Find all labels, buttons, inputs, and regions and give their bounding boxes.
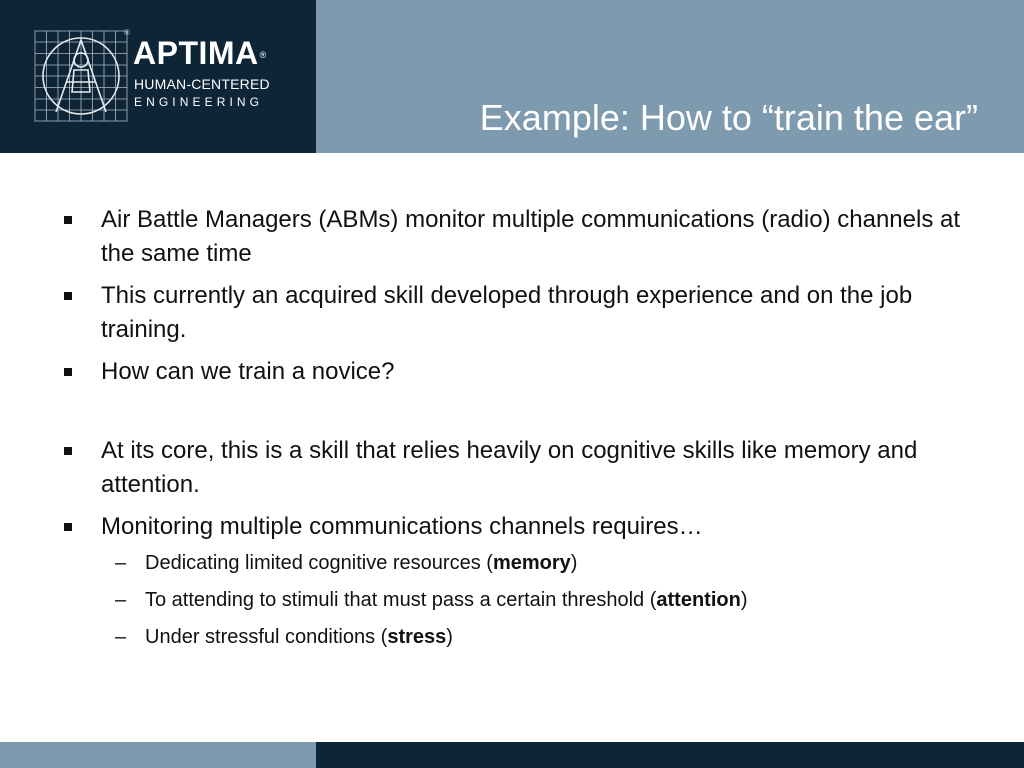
footer-bar-right [316, 742, 1024, 768]
brand-wordmark: APTIMA [133, 35, 259, 71]
bullet-text: This currently an acquired skill developed through experience and on the job training. [101, 282, 913, 343]
logo-registered-mark: ® [124, 28, 130, 37]
square-bullet-icon [64, 292, 72, 300]
slide-title: Example: How to “train the ear” [479, 97, 978, 138]
bullet-text: How can we train a novice? [101, 358, 395, 385]
brand-name [133, 36, 267, 70]
sub-bullet-text-end: ) [446, 626, 453, 648]
bullet-item [60, 355, 960, 389]
square-bullet-icon [64, 447, 72, 455]
bullet-item [60, 279, 960, 347]
brand-tagline-secondary: ENGINEERING [134, 95, 264, 109]
vitruvian-grid-logo-icon [34, 30, 128, 122]
sub-bullet-keyword: stress [387, 626, 447, 648]
sub-bullet-list [60, 548, 960, 652]
sub-bullet-text: To attending to stimuli that must pass a certain threshold ( [145, 589, 657, 611]
brand-registered-mark: ® [259, 50, 267, 60]
sub-bullet-item [60, 585, 960, 615]
sub-bullet-keyword: attention [656, 589, 741, 611]
bullet-item [60, 510, 960, 544]
sub-bullet-item [60, 548, 960, 578]
square-bullet-icon [64, 523, 72, 531]
dash-bullet-icon: – [115, 626, 127, 648]
bullet-item [60, 203, 960, 271]
bullet-text: Air Battle Managers (ABMs) monitor multiple communications (radio) channels at the same time [101, 206, 960, 267]
bullet-text: Monitoring multiple communications channels requires… [101, 513, 703, 540]
sub-bullet-item [60, 622, 960, 652]
bullet-text: At its core, this is a skill that relies heavily on cognitive skills like memory and attention. [101, 437, 918, 498]
sub-bullet-text-end: ) [740, 589, 748, 611]
bullet-item [60, 434, 960, 502]
sub-bullet-text-end: ) [570, 552, 578, 574]
dash-bullet-icon: – [115, 552, 127, 574]
slide-body [60, 203, 960, 652]
square-bullet-icon [64, 368, 72, 376]
sub-bullet-text: Under stressful conditions ( [145, 626, 388, 648]
dash-bullet-icon: – [115, 589, 127, 611]
square-bullet-icon [64, 216, 72, 224]
brand-tagline-primary: HUMAN-CENTERED [134, 76, 270, 92]
sub-bullet-text: Dedicating limited cognitive resources ( [145, 552, 493, 574]
sub-bullet-keyword: memory [492, 552, 571, 574]
footer-bar-left [0, 742, 316, 768]
